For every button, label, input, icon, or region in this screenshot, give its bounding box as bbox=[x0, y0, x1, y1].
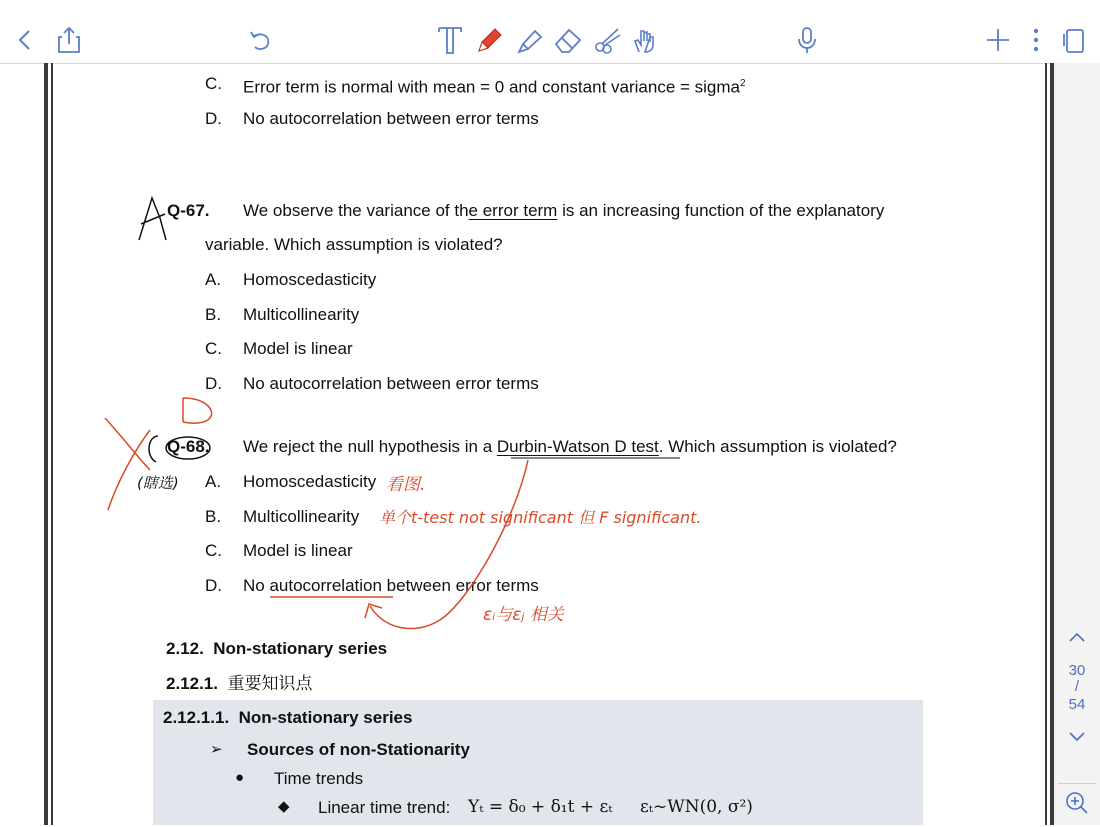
option-letter: D. bbox=[205, 374, 222, 393]
current-page: 30 bbox=[1068, 662, 1086, 679]
option-letter: B. bbox=[205, 305, 222, 324]
page-up-icon[interactable] bbox=[1067, 630, 1087, 649]
question-text-line2: variable. Which assumption is violated? bbox=[205, 235, 503, 254]
diamond-bullet-icon: ◆ bbox=[278, 798, 290, 815]
option-text: Multicollinearity bbox=[243, 507, 360, 526]
section-heading: 2.12.1. 重要知识点 bbox=[166, 674, 313, 693]
add-icon[interactable] bbox=[981, 22, 1015, 58]
option-text: Multicollinearity bbox=[243, 305, 360, 324]
hand-tool-icon[interactable] bbox=[629, 22, 663, 58]
option-letter: C. bbox=[205, 541, 222, 560]
pen-tool-icon[interactable] bbox=[473, 22, 507, 58]
question-text: We observe the variance of the error term is an increasing function of the explanatory bbox=[243, 201, 885, 220]
highlighter-icon[interactable] bbox=[513, 22, 547, 58]
option-letter: A. bbox=[205, 472, 222, 491]
option-text: Model is linear bbox=[243, 339, 353, 358]
page-separator: / bbox=[1074, 678, 1080, 695]
toolbar bbox=[0, 0, 1100, 64]
scissors-icon[interactable] bbox=[591, 22, 625, 58]
arrow-bullet-icon: ➢ bbox=[210, 741, 223, 758]
question-number: Q-68. bbox=[167, 437, 210, 456]
question-text: We reject the null hypothesis in a Durbin-Watson D test. Which assumption is violated? bbox=[243, 437, 897, 456]
option-letter: D. bbox=[205, 109, 222, 128]
option-text: Homoscedasticity bbox=[243, 270, 377, 289]
side-note: (瞎选) bbox=[137, 474, 179, 492]
option-letter: C. bbox=[205, 339, 222, 358]
formula: εₜ~WN(0, σ²) bbox=[640, 797, 753, 817]
dot-bullet-icon: ● bbox=[235, 769, 245, 786]
option-letter: C. bbox=[205, 74, 222, 93]
text-tool-icon[interactable] bbox=[433, 22, 467, 58]
page-down-icon[interactable] bbox=[1067, 730, 1087, 749]
option-letter: B. bbox=[205, 507, 222, 526]
page-border-left bbox=[44, 63, 53, 825]
option-letter: D. bbox=[205, 576, 222, 595]
annotation-a: 看图. bbox=[386, 475, 426, 495]
zoom-icon[interactable] bbox=[1058, 783, 1096, 822]
page-indicator bbox=[1058, 620, 1096, 760]
page-border-right bbox=[1045, 63, 1054, 825]
more-icon[interactable] bbox=[1019, 22, 1053, 58]
option-text: Error term is normal with mean = 0 and constant variance = sigma$^2$ bbox=[243, 77, 746, 97]
option-text: Model is linear bbox=[243, 541, 353, 560]
option-text: No autocorrelation between error terms bbox=[243, 374, 539, 393]
question-number: Q-67. bbox=[167, 201, 210, 220]
microphone-icon[interactable] bbox=[790, 22, 824, 58]
annotation-b: 单个t-test not significant 但 F significant. bbox=[379, 508, 702, 527]
section-heading: 2.12. Non-stationary series bbox=[166, 639, 388, 658]
share-icon[interactable] bbox=[52, 22, 86, 58]
eraser-icon[interactable] bbox=[551, 22, 585, 58]
back-icon[interactable] bbox=[9, 22, 43, 58]
formula: Yₜ = δ₀ + δ₁t + εₜ bbox=[468, 797, 613, 817]
bullet-text: Linear time trend: bbox=[318, 798, 451, 817]
annotation-d: εᵢ与εⱼ 相关 bbox=[483, 605, 564, 625]
undo-icon[interactable] bbox=[243, 22, 277, 58]
option-text: Homoscedasticity bbox=[243, 472, 377, 491]
option-text: No autocorrelation between error terms bbox=[243, 109, 539, 128]
pages-icon[interactable] bbox=[1057, 22, 1091, 58]
bullet-text: Sources of non-Stationarity bbox=[247, 740, 470, 759]
total-pages: 54 bbox=[1068, 696, 1086, 713]
section-heading: 2.12.1.1. Non-stationary series bbox=[163, 708, 413, 727]
bullet-text: Time trends bbox=[274, 769, 364, 788]
option-text: No autocorrelation between error terms bbox=[243, 576, 539, 595]
option-letter: A. bbox=[205, 270, 222, 289]
